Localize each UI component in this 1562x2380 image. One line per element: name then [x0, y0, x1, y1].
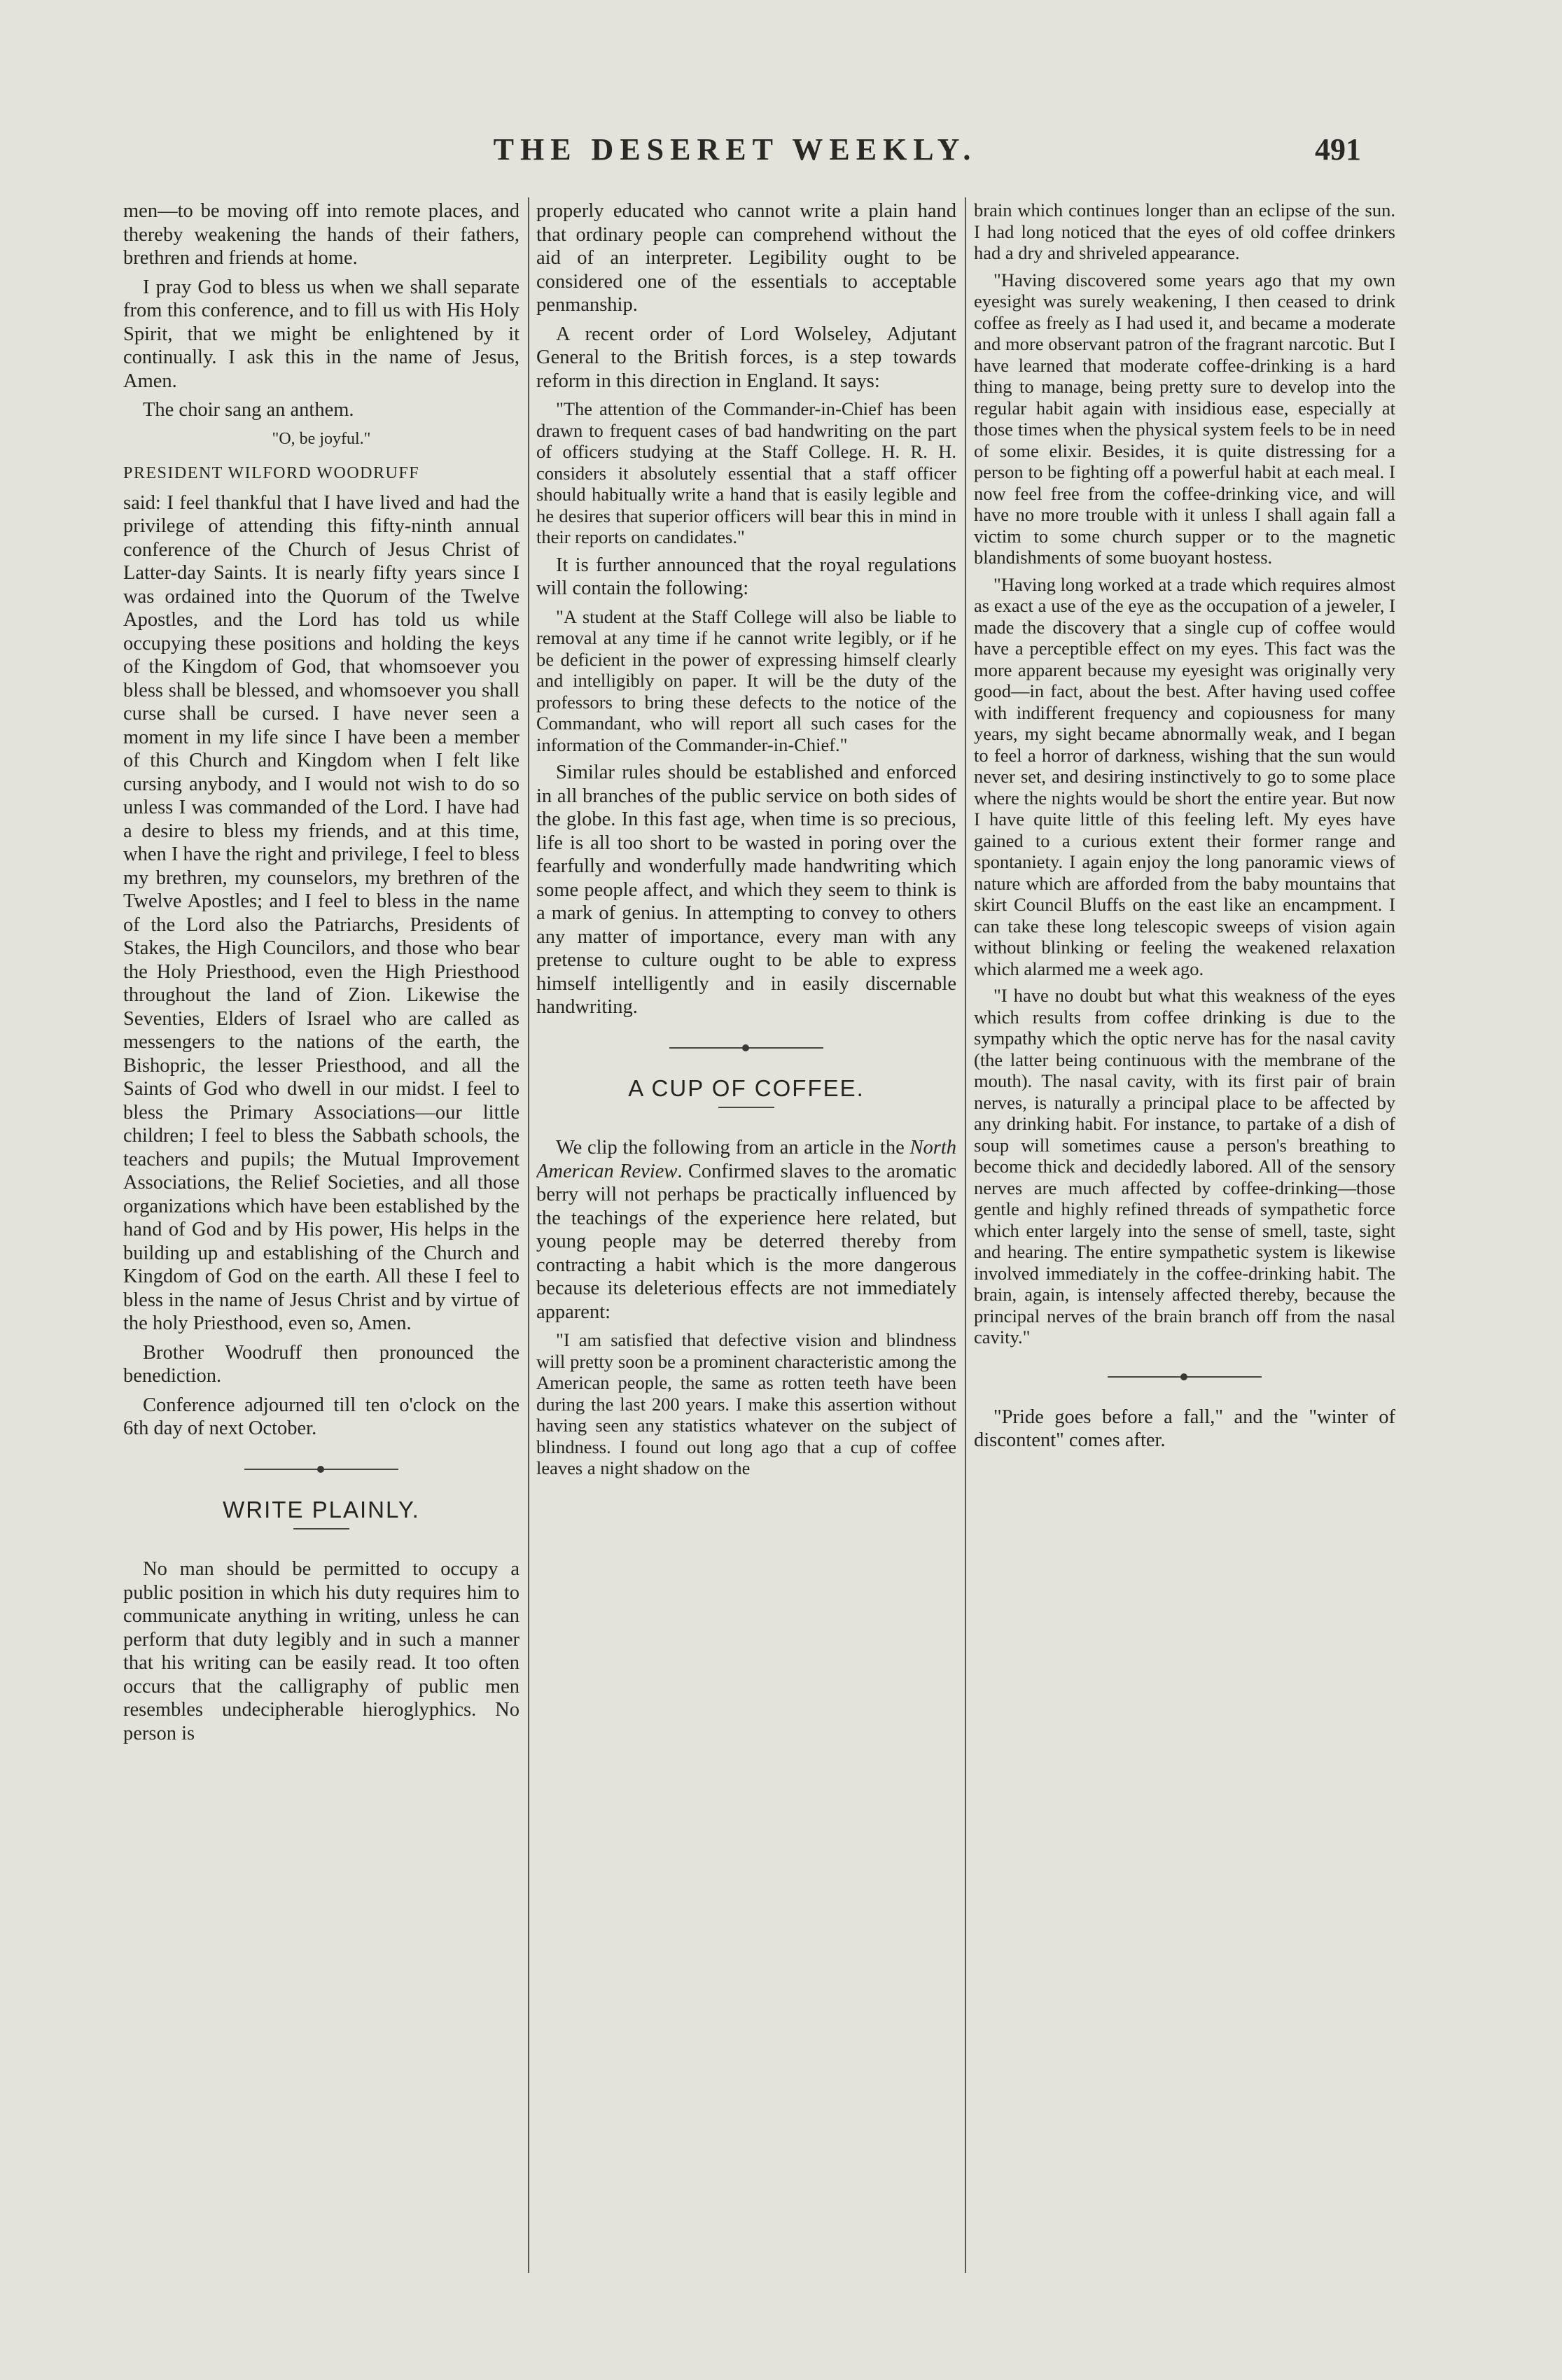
paragraph: I pray God to bless us when we shall separate from this conference, and to fill us with His Holy Spirit, that we might be enlightened by it continually. I ask this in the name of Jesus, Amen. — [123, 276, 519, 392]
column-1 — [123, 200, 519, 2300]
quoted-paragraph: "A student at the Staff College will also be liable to removal at any time if he cannot write legibly, or if he be deficient in the power of expressing himself clearly and intelligibly on paper. It will be the duty of the professors to bring these defects to the notice of the Commandant, who will report all such cases for the information of the Commander-in-Chief." — [536, 606, 956, 755]
quoted-paragraph: "I have no doubt but what this weakness of the eyes which results from coffee drinking is due to the sympathy which the optic nerve has for the nasal cavity (the latter being continuous with the membrane of the mouth). The nasal cavity, with its first pair of brain nerves, is naturally a principal place to be affected by any drinking habit. For instance, to partake of a dish of soup will sometimes cause a person's breathing to become thick and decidedly labored. All of the sensory nerves are much affected by coffee-drinking—those gentle and highly refined threads of sympathetic force which enter largely into the sense of smell, taste, sight and hearing. The entire sympathetic system is likewise involved immediately in the coffee-drinking habit. The brain, again, is intensely affected thereby, because the principal nerves of the brain branch off from the nasal cavity." — [974, 985, 1395, 1348]
paragraph: We clip the following from an article in the North American Review. Confirmed slaves to the aromatic berry will not perhaps be practically influenced by the teachings of the experience here related, but young people may be deterred thereby from contracting a habit which is the more dangerous because its deleterious effects are not immediately apparent: — [536, 1137, 956, 1323]
column-rule — [528, 197, 529, 2273]
paragraph: No man should be permitted to occupy a public position in which his duty requires him to communicate anything in writing, unless he can perform that duty legibly and in such a manner that his writing can be easily read. It too often occurs that the calligraphy of public men resembles undecipherable hieroglyphics. No person is — [123, 1558, 519, 1744]
section-divider — [669, 1047, 823, 1049]
section-divider — [244, 1469, 398, 1470]
heading-underline — [718, 1107, 774, 1108]
paragraph: The choir sang an anthem. — [143, 399, 354, 421]
article-heading-write-plainly: WRITE PLAINLY. — [223, 1496, 420, 1522]
paragraph: said: I feel thankful that I have lived and had the privilege of attending this fifty-ninth annual conference of the Church of Jesus Christ of Latter-day Saints. It is nearly fifty years since I was ordained into the Quorum of the Twelve Apostles, and the Lord has told us while occupying these positions and holding the keys of the Kingdom of God, that whomsoever you bless shall be blessed, and whomsoever you shall curse shall be cursed. I have never seen a moment in my life since I have been a member of this Church and Kingdom when I felt like cursing anybody, and I would not wish to do so unless I was commanded of the Lord. I have had a desire to bless my friends, and at this time, when I have the right and privilege, I feel to bless my brethren, my counselors, my brethren of the Twelve Apostles; and I feel to bless in the name of the Lord also the Patriarchs, Presidents of Stakes, the High Councilors, and those who bear the Holy Priesthood, even the High Priesthood throughout the land of Zion. Likewise the Seventies, Elders of Israel who are called as messengers to the nations of the earth, the Bishopric, the lesser Priesthood, and all the Saints of God who dwell in our midst. I feel to bless the Primary Associations—our little children; I feel to bless the Sabbath schools, the teachers and pupils; the Mutual Improvement Associations, the Relief Societies, and all those organizations which have been established by the hand of God and by His power, His helps in the building up and establishing of the Church and Kingdom of God on the earth. All these I feel to bless in the name of Jesus Christ and by virtue of the holy Priesthood, even so, Amen. — [123, 491, 519, 1334]
quoted-paragraph: "Having discovered some years ago that my own eyesight was surely weakening, I then ceased to drink coffee as freely as I had used it, and became a moderate and more observant patron of the fragrant narcotic. But I have learned that moderate coffee-drinking is a hard thing to manage, being pretty sure to develop into the regular habit again with insidious ease, especially at those times when the physical system feels to be in need of some elixir. Besides, it is quite distressing for a person to be fighting off a powerful habit at each meal. I now feel free from the coffee-drinking vice, and will have no more trouble with it unless I shall again fall a victim to some church supper or to the magnetic blandishments of some buoyant hostess. — [974, 269, 1395, 568]
lead-in: No man — [143, 1558, 214, 1580]
anthem-title: "O, be joyful." — [272, 429, 371, 448]
paragraph: A recent order of Lord Wolseley, Adjutant General to the British forces, is a step towards reform in this direction in England. It says: — [536, 323, 956, 392]
paragraph: Conference adjourned till ten o'clock on the 6th day of next October. — [123, 1394, 519, 1439]
quoted-paragraph: "The attention of the Commander-in-Chief has been drawn to frequent cases of bad handwriting on the part of officers studying at the Staff College. H. R. H. considers it absolutely essential that a staff officer should habitually write a hand that is easily legible and he desires that superior officers will bear this in mind in their reports on candidates." — [536, 398, 956, 547]
section-divider — [1108, 1376, 1262, 1378]
page-number: 491 — [1315, 132, 1361, 167]
masthead-title: THE DESERET WEEKLY. — [493, 132, 977, 167]
column-2 — [536, 200, 956, 2300]
paragraph: Similar rules should be established and enforced in all branches of the public service on both sides of the globe. In this fast age, when time is so precious, life is all too short to be wasted in poring over the fearfully and wonderfully made handwriting which some people affect, and which they seem to think is a mark of genius. In attempting to convey to others any matter of importance, every man with any pretense to culture ought to be able to express himself intelligently and in easily discernable handwriting. — [536, 762, 956, 1018]
heading-underline — [293, 1528, 349, 1530]
quoted-paragraph: "Having long worked at a trade which requires almost as exact a use of the eye as the occupation of a jeweler, I made the discovery that a single cup of coffee would have a perceptible effect on my eyes. This fact was the more apparent because my eyesight was originally very good—in fact, about the best. After having used coffee with indifferent frequency and copiousness for many years, my sight became abnormally weak, and I began to feel a horror of darkness, wishing that the sun would never set, and desiring instinctively to go to some place where the nights would be short the entire year. But now I have quite little of this feeling left. My eyes have gained to a curious extent their former range and spontaniety. I again enjoy the long panoramic views of nature which are afforded from the baby mountains that skirt Council Bluffs on the east like an encampment. I can take these long telescopic sweeps of vision again without blinking or feeling the weakened relaxation which alarmed me a week ago. — [974, 573, 1395, 979]
lead-in: We — [556, 1137, 583, 1158]
paragraph: men—to be moving off into remote places, and thereby weakening the hands of their fathers, brethren and friends at home. — [123, 200, 519, 269]
paragraph: "Pride goes before a fall," and the "winter of discontent" comes after. — [974, 1406, 1395, 1451]
publication-title: North American Review — [536, 1137, 956, 1182]
quoted-paragraph: "I am satisfied that defective vision and blindness will pretty soon be a prominent characteristic among the American people, the same as rotten teeth have been during the last 200 years. I make this assertion without having seen any statistics whatever on the subject of blindness. I found out long ago that a cup of coffee leaves a night shadow on the — [536, 1329, 956, 1478]
speaker-heading: PRESIDENT WILFORD WOODRUFF — [123, 464, 420, 482]
quoted-paragraph: brain which continues longer than an eclipse of the sun. I had long noticed that the eyes of old coffee drinkers had a dry and shriveled appearance. — [974, 200, 1395, 263]
article-heading-cup-of-coffee: A CUP OF COFFEE. — [628, 1074, 865, 1101]
paragraph: Brother Woodruff then pronounced the benediction. — [123, 1341, 519, 1387]
paragraph: properly educated who cannot write a plain hand that ordinary people can comprehend without the aid of an interpreter. Legibility ought to be considered one of the essentials to acceptable penmanship. — [536, 200, 956, 316]
column-3 — [974, 200, 1395, 2300]
column-rule — [965, 197, 966, 2273]
paragraph: It is further announced that the royal regulations will contain the following: — [536, 554, 956, 599]
